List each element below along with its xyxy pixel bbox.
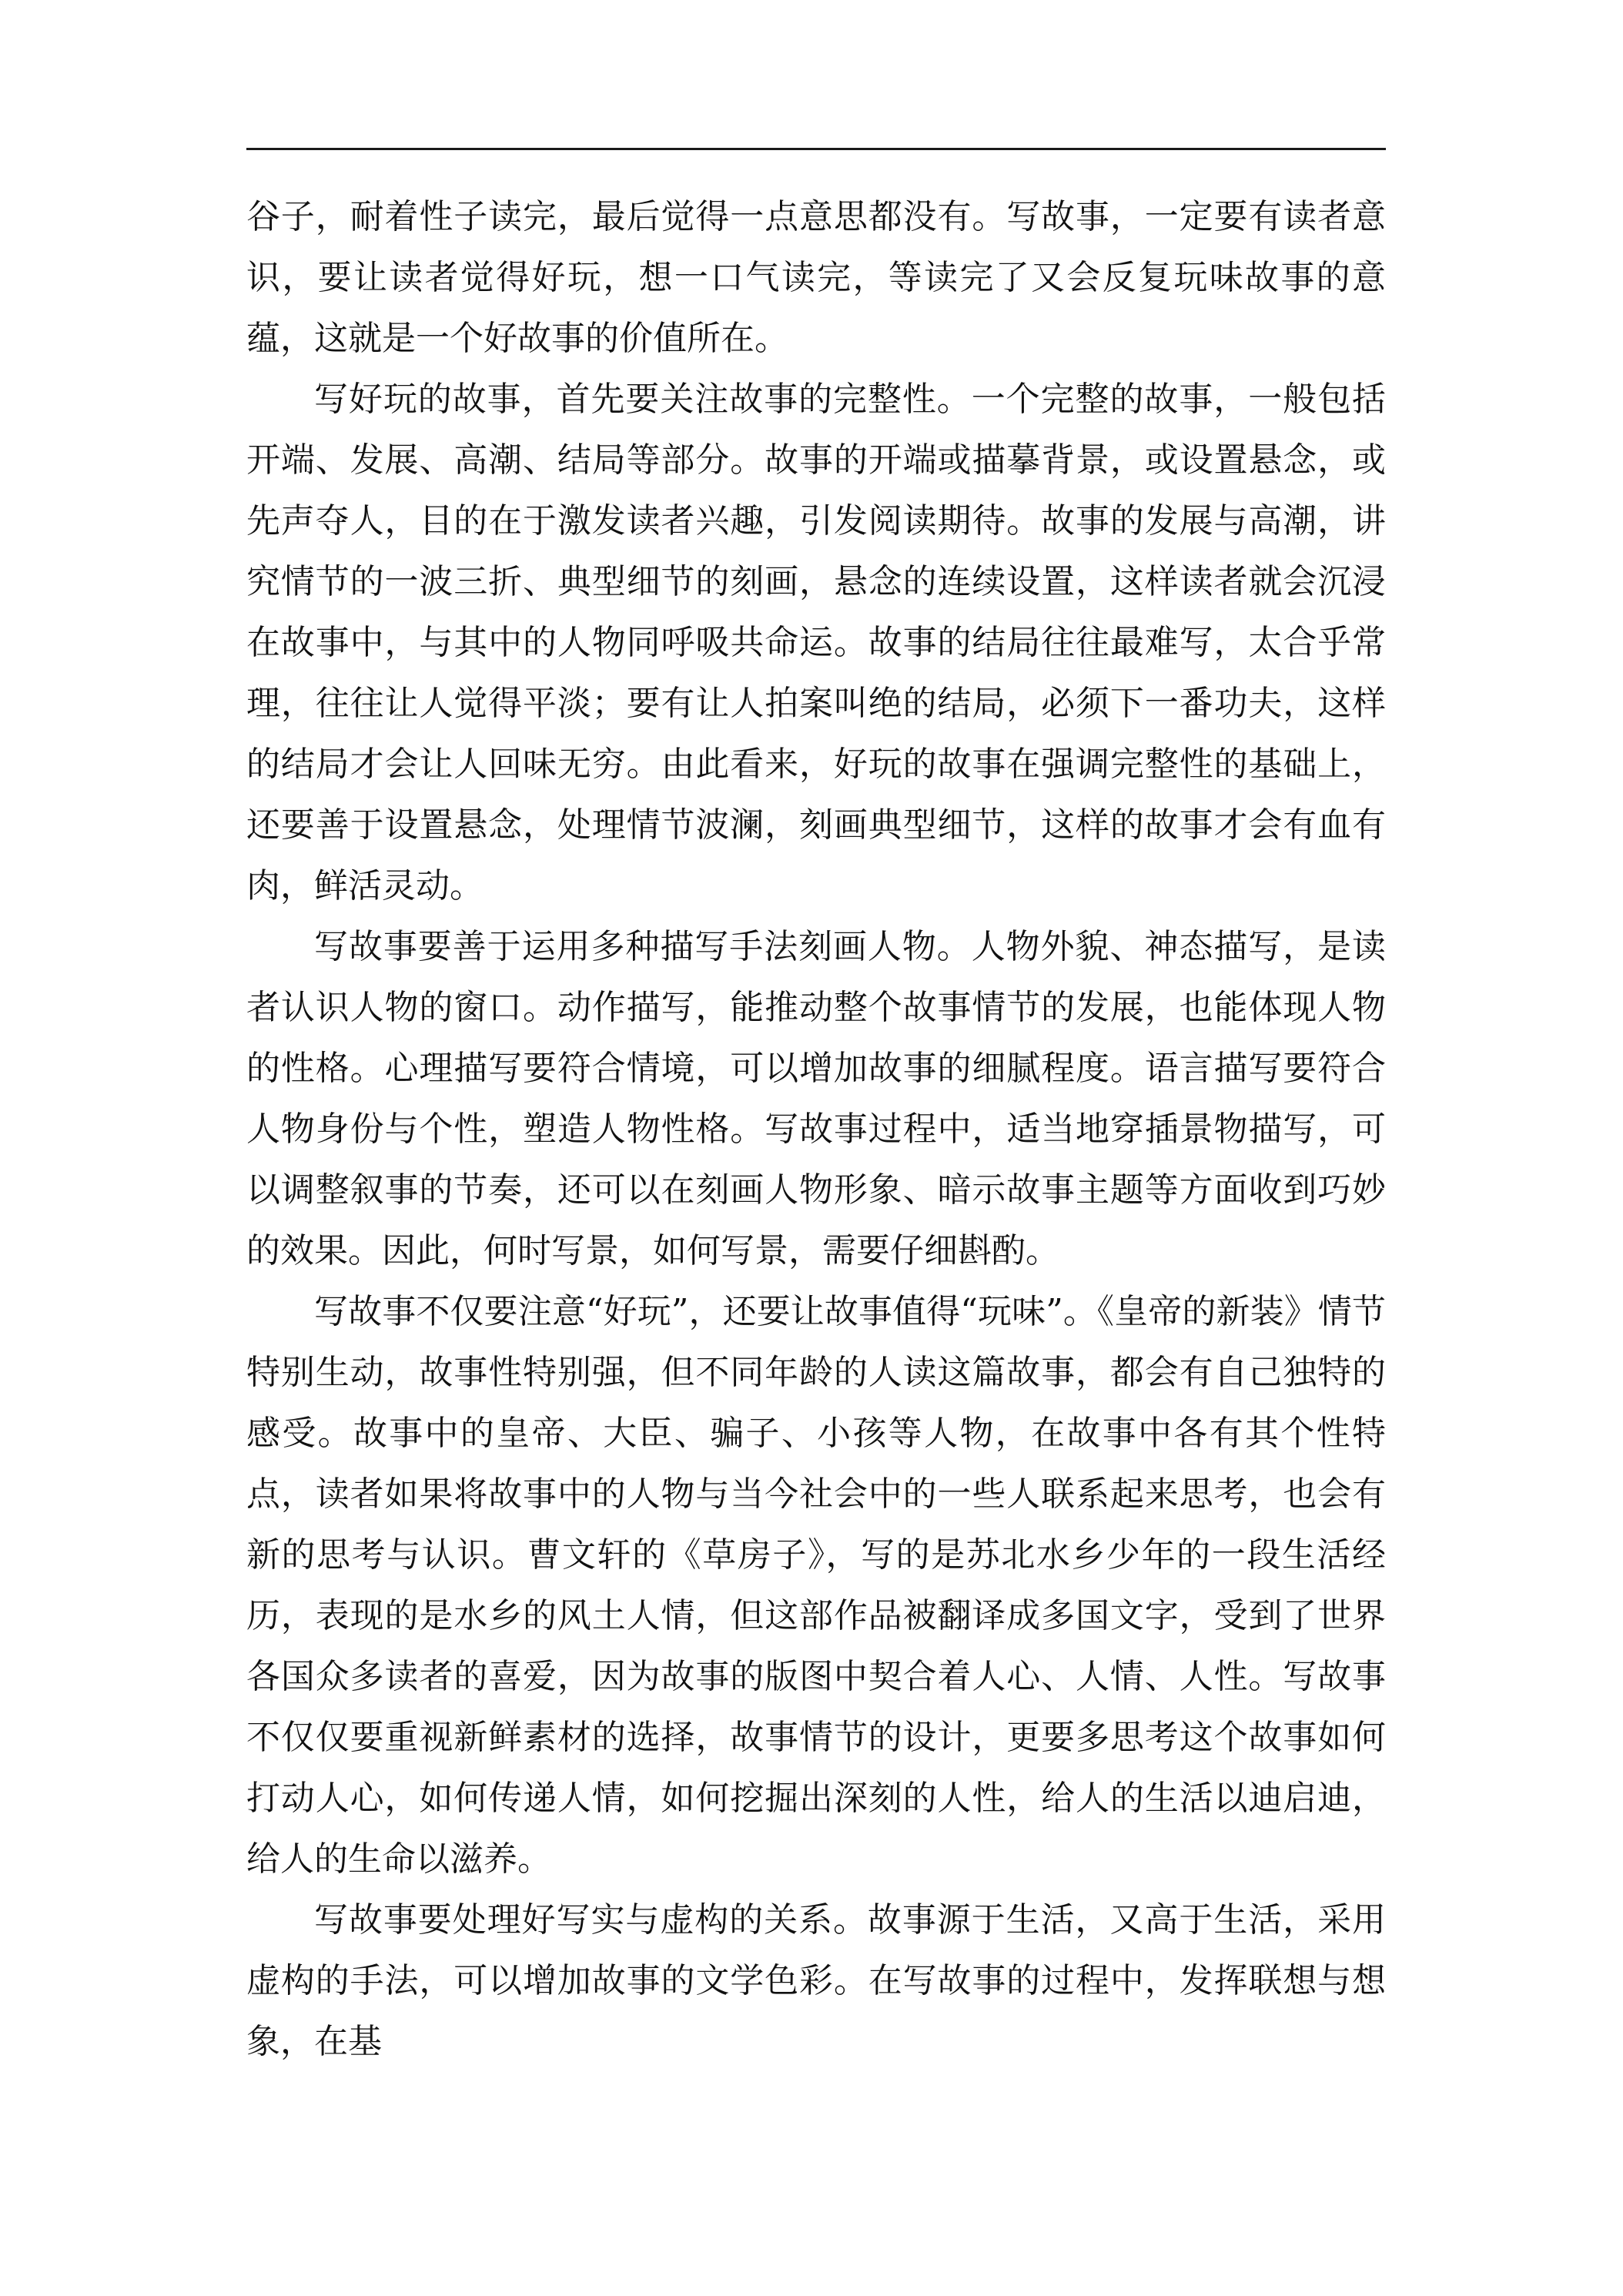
paragraph: 写故事要处理好写实与虚构的关系。故事源于生活，又高于生活，采用虚构的手法，可以增加故事的文学色彩。在写故事的过程中，发挥联想与想象，在基 bbox=[246, 1900, 1386, 2061]
header-rule bbox=[246, 148, 1386, 150]
document-body bbox=[246, 186, 1386, 2072]
paragraph: 谷子，耐着性子读完，最后觉得一点意思都没有。写故事，一定要有读者意识，要让读者觉得好玩，想一口气读完，等读完了又会反复玩味故事的意蕴，这就是一个好故事的价值所在。 bbox=[246, 197, 1386, 358]
paragraph: 写好玩的故事，首先要关注故事的完整性。一个完整的故事，一般包括开端、发展、高潮、结局等部分。故事的开端或描摹背景，或设置悬念，或先声夺人，目的在于激发读者兴趣，引发阅读期待。故事的发展与高潮，讲究情节的一波三折、典型细节的刻画，悬念的连续设置，这样读者就会沉浸在故事中，与其中的人物同呼吸共命运。故事的结局往往最难写，太合乎常理，往往让人觉得平淡；要有让人拍案叫绝的结局，必须下一番功夫，这样的结局才会让人回味无穷。由此看来，好玩的故事在强调完整性的基础上，还要善于设置悬念，处理情节波澜，刻画典型细节，这样的故事才会有血有肉，鲜活灵动。 bbox=[246, 380, 1386, 905]
paragraph: 写故事不仅要注意“好玩”，还要让故事值得“玩味”。《皇帝的新装》情节特别生动，故事性特别强，但不同年龄的人读这篇故事，都会有自己独特的感受。故事中的皇帝、大臣、骗子、小孩等人物，在故事中各有其个性特点，读者如果将故事中的人物与当今社会中的一些人联系起来思考，也会有新的思考与认识。曹文轩的《草房子》，写的是苏北水乡少年的一段生活经历，表现的是水乡的风土人情，但这部作品被翻译成多国文字，受到了世界各国众多读者的喜爱，因为故事的版图中契合着人心、人情、人性。写故事不仅仅要重视新鲜素材的选择，故事情节的设计，更要多思考这个故事如何打动人心，如何传递人情，如何挖掘出深刻的人性，给人的生活以迪启迪，给人的生命以滋养。 bbox=[246, 1292, 1386, 1879]
paragraph: 写故事要善于运用多种描写手法刻画人物。人物外貌、神态描写，是读者认识人物的窗口。动作描写，能推动整个故事情节的发展，也能体现人物的性格。心理描写要符合情境，可以增加故事的细腻程度。语言描写要符合人物身份与个性，塑造人物性格。写故事过程中，适当地穿插景物描写，可以调整叙事的节奏，还可以在刻画人物形象、暗示故事主题等方面收到巧妙的效果。因此，何时写景，如何写景，需要仔细斟酌。 bbox=[246, 927, 1386, 1270]
